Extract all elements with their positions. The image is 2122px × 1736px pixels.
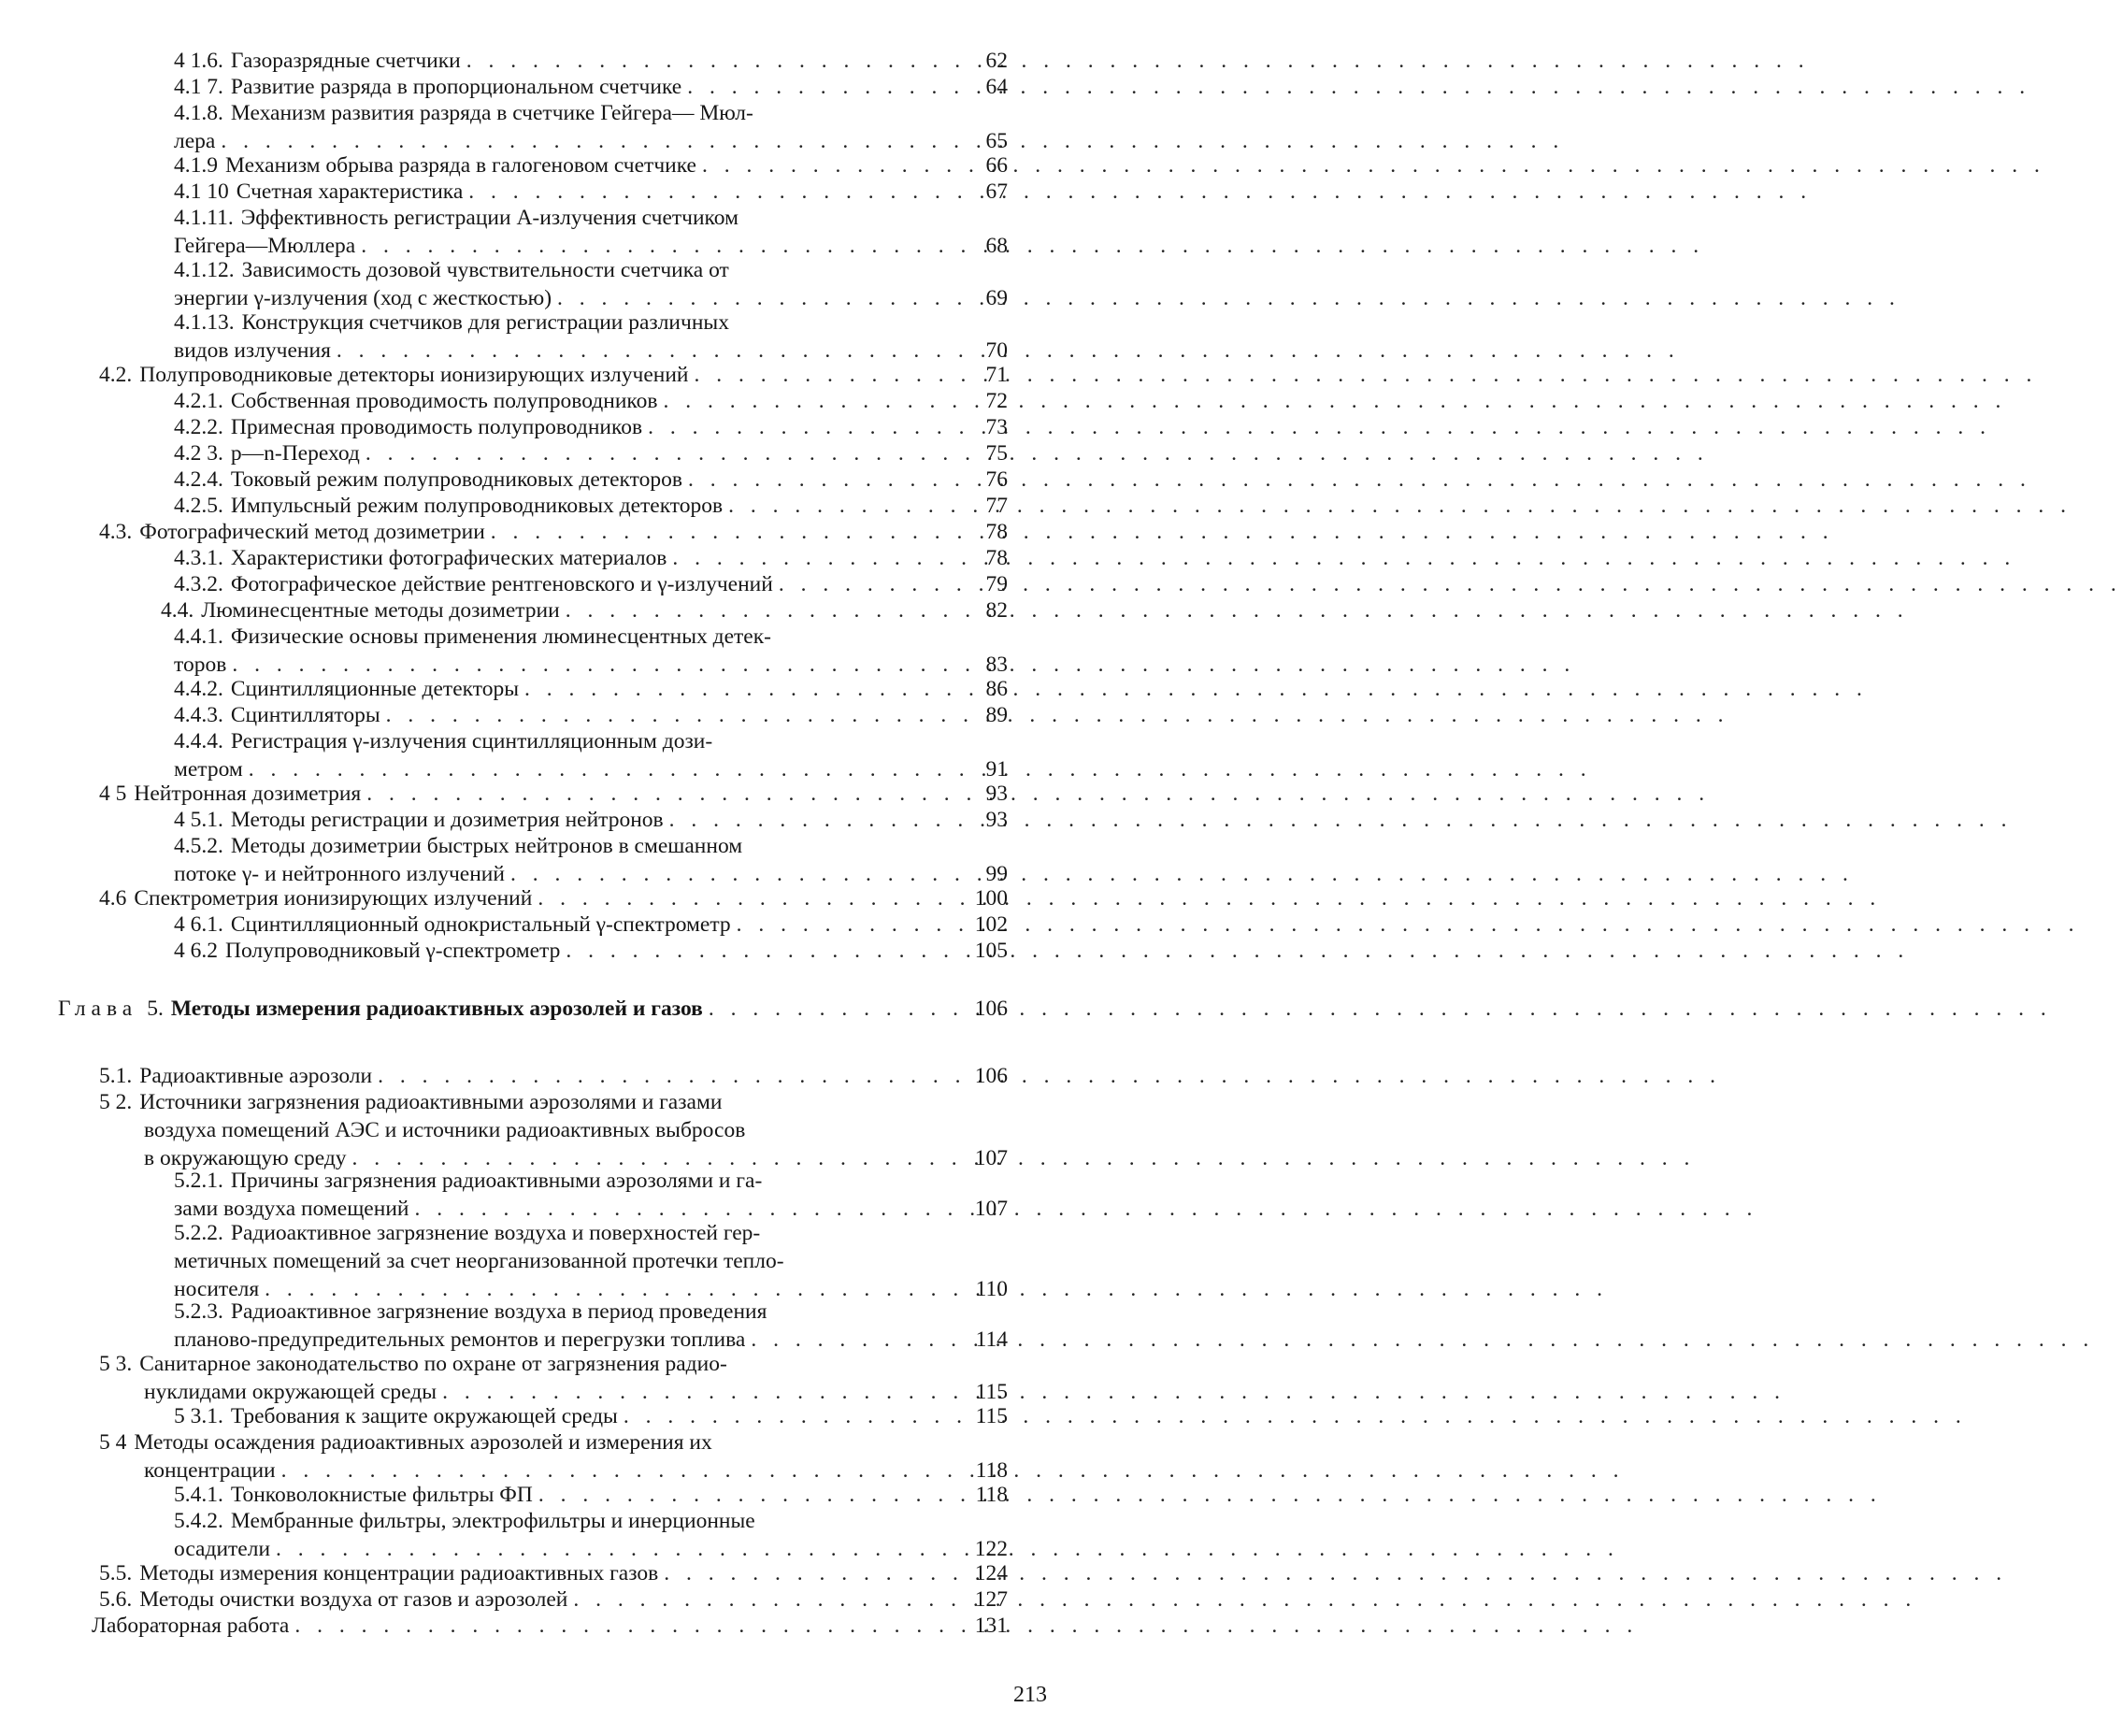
dot-leader [669,806,970,834]
toc-entry [99,780,1008,808]
toc-entry-continuation: концентрации [144,1458,276,1483]
toc-entry-continuation: в окружающую среду [144,1146,347,1170]
toc-entry [99,361,1008,389]
toc-entry [174,413,1008,441]
toc-entry-title: Методы очистки воздуха от газов и аэрозолей [139,1587,568,1612]
toc-entry [174,256,1008,312]
toc-entry [174,911,1008,939]
toc-entry-page: 93 [985,808,1008,832]
toc-entry-title: Радиоактивное загрязнение воздуха в период проведения [230,1299,767,1324]
toc-entry-number: 4.2.1. [174,389,223,413]
toc-entry-continuation: зами воздуха помещений [174,1197,409,1221]
dot-leader [648,413,970,441]
page-number: 213 [1013,1683,1047,1707]
toc-entry-page: 67 [985,179,1008,204]
toc-entry-page: 83 [985,653,1008,677]
toc-entry-number: 5.6. [99,1587,133,1612]
toc-entry-title: Регистрация γ-излучения сцинтилляционным дози- [230,729,713,753]
toc-entry-title: Радиоактивные аэрозоли [139,1064,373,1088]
dot-leader [538,884,968,912]
toc-entry-page: 64 [985,75,1008,99]
toc-entry [174,204,1008,260]
toc-entry-page: 78 [985,520,1008,544]
toc-entry-page: 122 [974,1537,1008,1561]
toc-entry-number: 5.4.2. [174,1509,223,1533]
chapter-page: 106 [974,997,1008,1021]
toc-entry-title: Методы измерения концентрации радиоактивных газов [139,1561,659,1585]
dot-leader [664,1559,969,1587]
toc-entry [99,1428,1008,1485]
toc-entry-number: 5.5. [99,1561,133,1585]
toc-entry-number: 5.2.2. [174,1221,223,1245]
toc-entry-title: Счетная характеристика [236,179,464,204]
toc-entry-page: 68 [985,234,1008,258]
toc-entry-title: Сцинтилляторы [230,703,380,727]
toc-entry [174,806,1008,834]
toc-entry [174,1298,1008,1354]
toc-entry-page: 102 [974,912,1008,937]
toc-entry-number: 5 3.1. [174,1404,223,1428]
toc-entry-title: Примесная проводимость полупроводников [230,415,643,439]
toc-entry-page: 118 [975,1458,1008,1483]
dot-leader [672,544,970,572]
dot-leader [468,178,970,206]
dot-leader [566,937,968,965]
dot-leader [524,675,970,703]
dot-leader [695,361,970,389]
toc-entry-title: Полупроводниковые детекторы ионизирующих излучений [139,363,689,387]
toc-entry [174,47,1008,75]
toc-entry-page: 75 [985,441,1008,466]
toc-entry-continuation: метичных помещений за счет неорганизованной протечки тепло- [174,1249,784,1273]
toc-entry-number: 4 5.1. [174,808,223,832]
toc-entry-number: 4.1.9 [174,153,218,178]
toc-entry-page: 93 [985,782,1008,806]
toc-entry-continuation: энергии γ-излучения (ход с жесткостью) [174,286,552,310]
toc-entry-number: 5.2.3. [174,1299,223,1324]
toc-entry [174,73,1008,101]
toc-entry-title: Газоразрядные счетчики [230,49,461,73]
toc-entry-number: 4.2.2. [174,415,223,439]
toc-entry-title: Полупроводниковый γ-спектрометр [225,939,561,963]
toc-entry-continuation: Гейгера—Мюллера [174,234,356,258]
toc-entry-number: 4.3.2. [174,572,223,596]
toc-entry-title: Источники загрязнения радиоактивными аэрозолями и газами [139,1090,723,1114]
toc-entry-page: 89 [985,703,1008,727]
toc-entry-page: 77 [985,494,1008,518]
toc-entry-title: Нейтронная дозиметрия [134,782,362,806]
toc-entry [174,675,1008,703]
dot-leader [779,570,970,598]
dot-leader [538,1481,970,1509]
toc-entry-title: Фотографический метод дозиметрии [139,520,485,544]
toc-entry-page: 99 [985,862,1008,886]
toc-entry-number: 4 6.2 [174,939,218,963]
toc-entry-continuation: нуклидами окружающей среды [144,1380,437,1404]
toc-entry-page: 107 [974,1146,1008,1170]
toc-entry-number: 4.5.2. [174,834,223,858]
toc-entry [174,492,1008,520]
toc-entry-page: 106 [974,1064,1008,1088]
toc-entry-title: Механизм обрыва разряда в галогеновом счетчике [225,153,696,178]
toc-entry-title: Тонковолокнистые фильтры ФП [230,1483,533,1507]
toc-entry-title: Мембранные фильтры, электрофильтры и инерционные [230,1509,755,1533]
toc-entry-number: 4.4.4. [174,729,223,753]
toc-entry-continuation: метром [174,757,243,782]
toc-entry [174,99,1008,155]
toc-entry-continuation: планово-предупредительных ремонтов и перегрузки топлива [174,1327,746,1352]
toc-entry-title: Токовый режим полупроводниковых детекторов [230,467,682,492]
toc-entry-continuation: торов [174,653,227,677]
chapter-number: 5. [147,997,164,1021]
toc-entry [99,1062,1008,1090]
toc-entry-title: Конструкция счетчиков для регистрации различных [241,310,729,335]
toc-entry-page: 66 [985,153,1008,178]
toc-entry-title: Лабораторная работа [92,1614,290,1638]
toc-entry [92,1612,1008,1640]
toc-entry-page: 107 [974,1197,1008,1221]
toc-entry-page: 124 [974,1561,1008,1585]
toc-entry [174,937,1008,965]
toc-entry-title: Сцинтилляционный однокристальный γ-спектрометр [230,912,731,937]
toc-entry-continuation: потоке γ- и нейтронного излучений [174,862,505,886]
toc-entry-page: 86 [985,677,1008,701]
toc-entry-number: 4 1.6. [174,49,223,73]
toc-entry [99,1585,1008,1614]
toc-entry-number: 4.1.12. [174,258,235,282]
toc-entry-page: 110 [975,1277,1008,1301]
dot-leader [624,1402,970,1430]
toc-entry-title: Причины загрязнения радиоактивными аэрозолями и га- [230,1169,763,1193]
toc-entry-number: 4.1 10 [174,179,229,204]
toc-entry-page: 76 [985,467,1008,492]
dot-leader [294,1612,968,1640]
toc-entry [174,1507,1008,1563]
toc-entry-title: Импульсный режим полупроводниковых детекторов [230,494,724,518]
toc-entry-title: Методы регистрации и дозиметрия нейтронов [230,808,664,832]
toc-entry-number: 4.4.1. [174,624,223,649]
toc-entry-page: 71 [985,363,1008,387]
toc-entry-number: 4.2. [99,363,133,387]
chapter-label: Глава [58,997,138,1021]
dot-leader [663,387,970,415]
toc-entry-number: 4.1 7. [174,75,223,99]
toc-entry-page: 115 [975,1380,1008,1404]
toc-entry-page: 78 [985,546,1008,570]
toc-entry-title: Характеристики фотографических материалов [230,546,667,570]
toc-entry-continuation: видов излучения [174,338,331,363]
toc-entry-title: Радиоактивное загрязнение воздуха и поверхностей гер- [230,1221,761,1245]
toc-entry [174,308,1008,365]
toc-entry-title: p—n-Переход [230,441,360,466]
toc-entry [99,1559,1008,1587]
toc-entry-number: 4 6.1. [174,912,223,937]
toc-entry-title: Спектрометрия ионизирующих излучений [134,886,533,911]
toc-entry-title: Физические основы применения люминесцентных детек- [230,624,771,649]
toc-entry-page: 62 [985,49,1008,73]
toc-entry-number: 5.1. [99,1064,133,1088]
dot-leader [386,701,970,729]
toc-entry-number: 4.1.13. [174,310,235,335]
toc-entry [174,387,1008,415]
toc-entry-number: 4.4.3. [174,703,223,727]
toc-entry [174,466,1008,494]
dot-leader [737,911,969,939]
toc-entry [99,1088,1008,1172]
toc-entry [174,151,1008,179]
toc-entry-page: 73 [985,415,1008,439]
toc-entry-number: 4 5 [99,782,127,806]
toc-entry-number: 4.4. [161,598,194,623]
dot-leader [378,1062,969,1090]
toc-entry-page: 82 [985,598,1008,623]
toc-entry-number: 5 2. [99,1090,133,1114]
toc-entry [174,727,1008,783]
toc-entry [174,832,1008,888]
toc-entry [99,518,1008,546]
toc-entry-page: 79 [985,572,1008,596]
toc-entry-title: Фотографическое действие рентгеновского и γ-излучений [230,572,773,596]
toc-entry-number: 4.1.11. [174,206,234,230]
toc-entry-number: 5.2.1. [174,1169,223,1193]
toc-entry-number: 5.4.1. [174,1483,223,1507]
toc-entry [174,701,1008,729]
toc-entry-number: 5 4 [99,1430,127,1455]
dot-leader [466,47,970,75]
toc-entry-page: 100 [974,886,1008,911]
toc-entry-title: Методы дозиметрии быстрых нейтронов в смешанном [230,834,743,858]
toc-entry-page: 65 [985,129,1008,153]
toc-entry [99,1350,1008,1406]
toc-entry-number: 4.3.1. [174,546,223,570]
toc-entry-title: Собственная проводимость полупроводников [230,389,658,413]
toc-entry [99,884,1008,912]
toc-entry-number: 4.4.2. [174,677,223,701]
toc-entry-number: 4.2 3. [174,441,223,466]
toc-entry-title: Развитие разряда в пропорциональном счетчике [230,75,682,99]
toc-entry-continuation: носителя [174,1277,260,1301]
toc-entry [174,1167,1008,1223]
toc-entry-page: 131 [974,1614,1008,1638]
toc-entry [174,1481,1008,1509]
toc-entry [174,439,1008,467]
toc-entry-page: 70 [985,338,1008,363]
toc-entry-title: Зависимость дозовой чувствительности счетчика от [241,258,729,282]
toc-entry-page: 72 [985,389,1008,413]
dot-leader [566,596,970,624]
toc-entry-title: Люминесцентные методы дозиметрии [201,598,560,623]
toc-entry-number: 5 3. [99,1352,133,1376]
toc-entry-title: Требования к защите окружающей среды [230,1404,618,1428]
dot-leader [573,1585,968,1614]
toc-entry-continuation: лера [174,129,216,153]
toc-entry-page: 91 [985,757,1008,782]
toc-entry [174,544,1008,572]
toc-entry-number: 4.1.8. [174,101,223,125]
toc-entry-number: 4.2.4. [174,467,223,492]
toc-entry [174,570,1008,598]
toc-entry-page: 115 [975,1404,1008,1428]
toc-entry-page: 127 [974,1587,1008,1612]
toc-entry-page: 114 [975,1327,1008,1352]
dot-leader [687,73,970,101]
dot-leader [709,995,969,1023]
toc-entry-title: Методы осаждения радиоактивных аэрозолей и измерения их [134,1430,712,1455]
toc-entry-continuation: осадители [174,1537,271,1561]
dot-leader [702,151,970,179]
dot-leader [688,466,970,494]
toc-entry [174,1219,1008,1303]
toc-entry-title: Эффективность регистрации А-излучения счетчиком [240,206,738,230]
chapter-title: Методы измерения радиоактивных аэрозолей и газов [170,997,703,1021]
toc-entry [161,596,1008,624]
toc-entry [174,1402,1008,1430]
dot-leader [366,439,970,467]
toc-entry-number: 4.3. [99,520,133,544]
toc-entry-number: 4.6 [99,886,127,911]
toc-entry-title: Механизм развития разряда в счетчике Гейгера— Мюл- [230,101,753,125]
toc-entry [174,623,1008,679]
dot-leader [728,492,970,520]
toc-entry-number: 4.2.5. [174,494,223,518]
chapter-heading [58,995,1008,1023]
toc-entry-page: 105 [974,939,1008,963]
toc-entry-page: 69 [985,286,1008,310]
dot-leader [366,780,970,808]
toc-entry-continuation: воздуха помещений АЭС и источники радиоактивных выбросов [144,1118,746,1142]
toc-entry-title: Санитарное законодательство по охране от загрязнения радио- [139,1352,727,1376]
dot-leader [491,518,970,546]
toc-entry-page: 118 [975,1483,1008,1507]
toc-entry [174,178,1008,206]
toc-entry-title: Сцинтилляционные детекторы [230,677,519,701]
